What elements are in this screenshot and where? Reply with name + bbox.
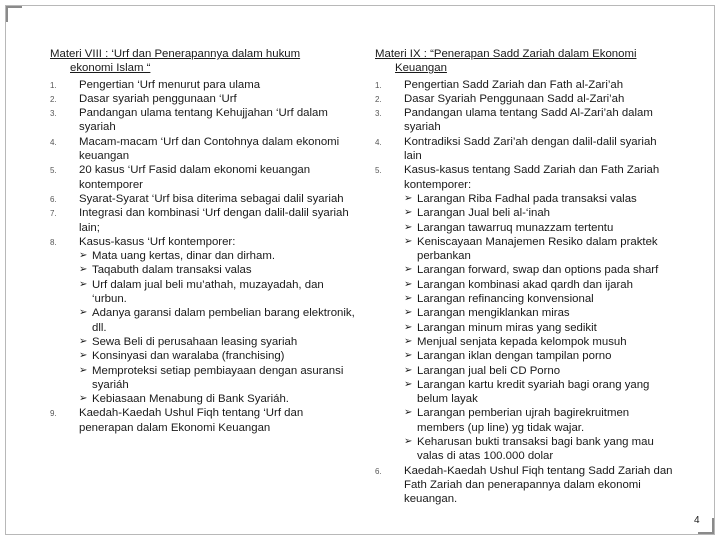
item-text: Integrasi dan kombinasi ‘Urf dengan dalil-dalil syariah lain; (79, 207, 349, 234)
left-title (50, 47, 355, 76)
item-number: 6. (375, 466, 382, 476)
item-text: Pandangan ulama tentang Kehujjahan ‘Urf dalam syariah (79, 107, 328, 134)
item-text: Pandangan ulama tentang Sadd Al-Zari’ah dalam syariah (404, 107, 653, 134)
item-text: Kasus-kasus tentang Sadd Zariah dan Fath Zariah kontemporer: (404, 164, 660, 191)
sub-item-text: Larangan refinancing konvensional (417, 293, 594, 306)
arrow-bullet-icon: ➢ (79, 350, 88, 362)
sub-item (404, 406, 675, 435)
list-item (50, 135, 355, 164)
sub-item-text: Konsinyasi dan waralaba (franchising) (92, 350, 285, 363)
list-item (50, 163, 355, 192)
item-text: Syarat-Syarat ‘Urf bisa diterima sebagai dalil syariah (79, 192, 344, 205)
sub-item (404, 206, 675, 220)
item-text: Kasus-kasus ‘Urf kontemporer: (79, 235, 236, 248)
item-number: 6. (50, 194, 57, 204)
item-text: Dasar syariah penggunaan ‘Urf (79, 92, 237, 105)
sub-item (79, 278, 355, 307)
list-item (50, 406, 355, 435)
sub-item (404, 364, 675, 378)
item-number: 7. (50, 209, 57, 219)
arrow-bullet-icon: ➢ (404, 364, 413, 376)
sub-item (79, 335, 355, 349)
left-title-line1: Materi VIII : ‘Urf dan Penerapannya dalam hukum (50, 48, 301, 60)
list-item (375, 135, 675, 164)
list-item (375, 163, 675, 463)
list-item (50, 78, 355, 92)
item-number: 1. (375, 80, 382, 90)
sub-item (404, 321, 675, 335)
list-item (50, 92, 355, 106)
item-number: 9. (50, 409, 57, 419)
arrow-bullet-icon: ➢ (404, 293, 413, 305)
arrow-bullet-icon: ➢ (404, 264, 413, 276)
item-number: 5. (50, 166, 57, 176)
sub-item (404, 192, 675, 206)
item-number: 3. (50, 109, 57, 119)
left-list (50, 78, 355, 435)
right-title-line1: Materi IX : “Penerapan Sadd Zariah dalam Ekonomi (375, 48, 637, 60)
sub-item-text: Sewa Beli di perusahaan leasing syariah (92, 335, 298, 348)
sub-item-text: Larangan forward, swap dan options pada sharf (417, 264, 659, 277)
sub-item-text: Larangan kombinasi akad qardh dan ijarah (417, 278, 633, 291)
item-text: 20 kasus ‘Urf Fasid dalam ekonomi keuangan kontemporer (79, 164, 311, 191)
arrow-bullet-icon: ➢ (404, 278, 413, 290)
item-text: Pengertian ‘Urf menurut para ulama (79, 78, 261, 91)
left-title-line2: ekonomi Islam “ (70, 62, 151, 75)
list-item (375, 78, 675, 92)
arrow-bullet-icon: ➢ (79, 250, 88, 262)
arrow-bullet-icon: ➢ (404, 192, 413, 204)
sub-item (404, 235, 675, 264)
sub-item (404, 349, 675, 363)
arrow-bullet-icon: ➢ (404, 378, 413, 390)
sub-item (404, 221, 675, 235)
sub-item (404, 335, 675, 349)
sub-item-text: Mata uang kertas, dinar dan dirham. (92, 250, 275, 263)
item-text: Pengertian Sadd Zariah dan Fath al-Zari’ah (404, 78, 624, 91)
item-number: 8. (50, 237, 57, 247)
right-title (375, 47, 675, 76)
arrow-bullet-icon: ➢ (404, 207, 413, 219)
arrow-bullet-icon: ➢ (79, 278, 88, 290)
arrow-bullet-icon: ➢ (79, 393, 88, 405)
sub-item (79, 263, 355, 277)
sub-item (404, 306, 675, 320)
sub-item (404, 435, 675, 464)
item-text: Kaedah-Kaedah Ushul Fiqh tentang ‘Urf dan penerapan dalam Ekonomi Keuangan (79, 407, 304, 434)
arrow-bullet-icon: ➢ (79, 364, 88, 376)
sub-item (79, 306, 355, 335)
list-item (375, 106, 675, 135)
arrow-bullet-icon: ➢ (404, 221, 413, 233)
sub-item-text: Taqabuth dalam transaksi valas (92, 264, 252, 277)
item-number: 5. (375, 166, 382, 176)
list-item (375, 92, 675, 106)
item-number: 1. (50, 80, 57, 90)
sub-item-text: Memproteksi setiap pembiayaan dengan asuransi syariáh (92, 364, 344, 391)
list-item (50, 192, 355, 206)
sub-item-text: Menjual senjata kepada kelompok musuh (417, 335, 627, 348)
sub-item (79, 349, 355, 363)
left-column (50, 47, 355, 435)
arrow-bullet-icon: ➢ (404, 350, 413, 362)
sub-item-text: Larangan minum miras yang sedikit (417, 321, 597, 334)
sub-item-text: Urf dalam jual beli mu’athah, muzayadah, dan ‘urbun. (92, 278, 324, 306)
sub-item (79, 392, 355, 406)
item-number: 4. (50, 137, 57, 147)
arrow-bullet-icon: ➢ (404, 335, 413, 347)
arrow-bullet-icon: ➢ (79, 335, 88, 347)
right-sublist (404, 192, 675, 464)
item-number: 2. (50, 94, 57, 104)
sub-item (79, 249, 355, 263)
list-item (50, 206, 355, 235)
sub-item (404, 278, 675, 292)
corner-mark (6, 6, 22, 8)
sub-item (79, 364, 355, 393)
item-text: Kontradiksi Sadd Zari’ah dengan dalil-dalil syariah lain (404, 135, 657, 163)
item-number: 2. (375, 94, 382, 104)
right-title-line2: Keuangan (395, 62, 447, 75)
item-text: Kaedah-Kaedah Ushul Fiqh tentang Sadd Zariah dan Fath Zariah dan penerapannya dalam ekonomi keuangan. (404, 464, 673, 506)
item-text: Macam-macam ‘Urf dan Contohnya dalam ekonomi keuangan (79, 135, 340, 163)
item-number: 3. (375, 109, 382, 119)
item-number: 4. (375, 137, 382, 147)
arrow-bullet-icon: ➢ (79, 307, 88, 319)
sub-item-text: Larangan tawarruq munazzam tertentu (417, 221, 614, 234)
sub-item-text: Keharusan bukti transaksi bagi bank yang mau valas di atas 100.000 dolar (417, 436, 654, 463)
sub-item (404, 263, 675, 277)
right-list (375, 78, 675, 507)
page-number: 4 (694, 515, 700, 526)
list-item (375, 464, 675, 507)
arrow-bullet-icon: ➢ (404, 307, 413, 319)
sub-item-text: Larangan mengiklankan miras (417, 307, 570, 320)
corner-mark (712, 518, 714, 534)
sub-item-text: Larangan Riba Fadhal pada transaksi valas (417, 192, 637, 205)
arrow-bullet-icon: ➢ (404, 407, 413, 419)
item-text: Dasar Syariah Penggunaan Sadd al-Zari’ah (404, 92, 625, 105)
sub-item-text: Larangan jual beli CD Porno (417, 364, 561, 377)
arrow-bullet-icon: ➢ (79, 264, 88, 276)
right-column (375, 47, 675, 507)
sub-item-text: Larangan kartu kredit syariah bagi orang yang belum layak (417, 378, 650, 406)
arrow-bullet-icon: ➢ (404, 321, 413, 333)
arrow-bullet-icon: ➢ (404, 436, 413, 448)
list-item (50, 106, 355, 135)
sub-item-text: Kebiasaan Menabung di Bank Syariáh. (92, 393, 289, 406)
sub-item-text: Keniscayaan Manajemen Resiko dalam praktek perbankan (417, 235, 658, 263)
sub-item-text: Adanya garansi dalam pembelian barang elektronik, dll. (92, 307, 355, 334)
sub-item-text: Larangan Jual beli al-‘inah (417, 207, 550, 220)
corner-mark (6, 6, 8, 22)
list-item (50, 235, 355, 407)
sub-item-text: Larangan iklan dengan tampilan porno (417, 350, 612, 363)
arrow-bullet-icon: ➢ (404, 235, 413, 247)
sub-item (404, 378, 675, 407)
sub-item-text: Larangan pemberian ujrah bagirekruitmen members (up line) yg tidak wajar. (417, 407, 630, 434)
left-sublist (79, 249, 355, 406)
sub-item (404, 292, 675, 306)
